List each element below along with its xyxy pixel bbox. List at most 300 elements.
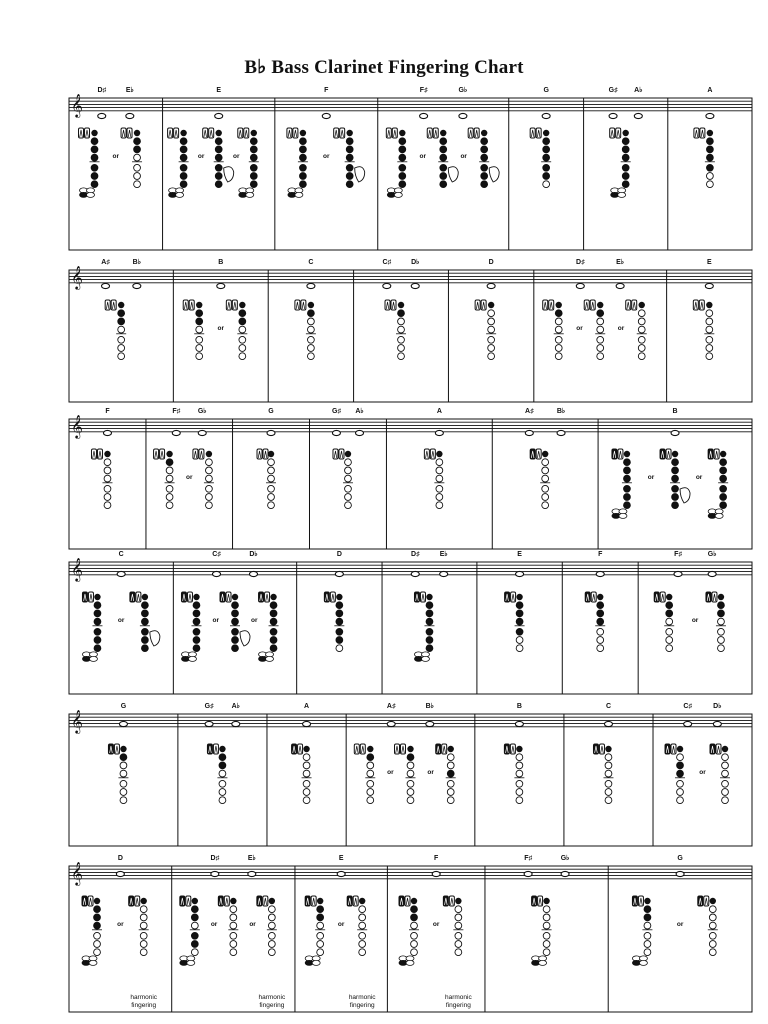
open-hole: [638, 318, 645, 325]
note-head: [616, 283, 624, 288]
low-key: [618, 192, 626, 197]
thumb-hole: [346, 130, 352, 136]
open-hole: [666, 637, 673, 644]
palm-key: [665, 744, 670, 754]
open-hole: [359, 949, 366, 956]
palm-key: [340, 128, 345, 138]
open-hole: [407, 780, 414, 787]
open-hole: [543, 941, 550, 948]
palm-keys: [585, 592, 596, 602]
thumb-hole: [118, 302, 124, 308]
thumb-hole: [91, 130, 97, 136]
open-hole: [516, 762, 523, 769]
open-hole: [542, 467, 549, 474]
palm-key: [708, 449, 713, 459]
palm-key: [154, 449, 159, 459]
or-label: or: [212, 617, 219, 624]
note-name: B♭: [425, 703, 434, 710]
fingering-diagram: [585, 592, 605, 652]
palm-keys: [324, 592, 335, 602]
palm-keys: [693, 300, 704, 310]
palm-keys: [207, 744, 218, 754]
closed-hole: [718, 610, 725, 617]
fingering-diagram: [665, 744, 685, 804]
open-hole: [303, 780, 310, 787]
thumb-hole: [239, 302, 245, 308]
closed-hole: [270, 610, 277, 617]
low-key: [87, 192, 95, 197]
open-hole: [436, 467, 443, 474]
open-hole: [543, 949, 550, 956]
open-hole: [118, 353, 125, 360]
palm-keys: [395, 744, 406, 754]
note-head: [676, 871, 684, 876]
closed-hole: [440, 146, 447, 153]
fingering-diagram: [130, 592, 160, 652]
thumb-hole: [543, 898, 549, 904]
open-hole: [307, 353, 314, 360]
open-hole: [196, 326, 203, 333]
closed-hole: [141, 628, 148, 635]
palm-key: [505, 592, 510, 602]
note-name: G♭: [458, 87, 468, 94]
closed-hole: [543, 164, 550, 171]
closed-hole: [706, 138, 713, 145]
fingering-diagram: [226, 300, 247, 360]
treble-clef-icon: 𝄞: [71, 414, 83, 438]
note-cell: [267, 703, 312, 846]
palm-keys: [593, 744, 604, 754]
thumb-hole: [180, 130, 186, 136]
or-label: or: [427, 769, 434, 776]
palm-key: [91, 449, 96, 459]
open-hole: [644, 932, 651, 939]
low-key: [266, 656, 274, 661]
fingering-diagram: [354, 744, 375, 804]
open-hole: [516, 797, 523, 804]
note-head: [133, 283, 141, 288]
low-key: [619, 513, 627, 518]
palm-key: [259, 592, 264, 602]
palm-key: [85, 128, 90, 138]
open-hole: [666, 618, 673, 625]
open-hole: [516, 754, 523, 761]
palm-key: [301, 300, 306, 310]
thumb-hole: [345, 451, 351, 457]
note-name: A♯: [525, 408, 534, 415]
thumb-hole: [644, 898, 650, 904]
open-hole: [455, 914, 462, 921]
closed-hole: [543, 138, 550, 145]
closed-hole: [672, 467, 679, 474]
note-head: [705, 283, 713, 288]
open-hole: [677, 797, 684, 804]
closed-hole: [94, 922, 101, 929]
open-hole: [488, 318, 495, 325]
open-hole: [706, 181, 713, 188]
open-hole: [336, 645, 343, 652]
fingering-diagram: [475, 300, 496, 360]
closed-hole: [411, 914, 418, 921]
note-name: E♭: [125, 87, 134, 94]
open-hole: [196, 336, 203, 343]
closed-hole: [677, 770, 684, 777]
low-key-cluster: [612, 509, 627, 519]
thumb-hole: [706, 302, 712, 308]
note-cell: [477, 551, 525, 694]
note-name: D♭: [713, 703, 722, 710]
closed-hole: [336, 618, 343, 625]
palm-key: [88, 896, 93, 906]
open-hole: [345, 485, 352, 492]
open-hole: [411, 949, 418, 956]
palm-key: [238, 128, 243, 138]
closed-hole: [307, 310, 314, 317]
open-hole: [597, 336, 604, 343]
closed-hole: [317, 906, 324, 913]
palm-keys: [424, 449, 435, 459]
closed-hole: [300, 173, 307, 180]
palm-key: [203, 128, 208, 138]
fingering-diagram: [129, 896, 149, 956]
palm-key: [584, 300, 589, 310]
open-hole: [407, 797, 414, 804]
closed-hole: [219, 762, 226, 769]
palm-keys: [220, 592, 231, 602]
open-hole: [307, 318, 314, 325]
fingering-diagram: [504, 744, 524, 804]
closed-hole: [91, 146, 98, 153]
open-hole: [436, 502, 443, 509]
palm-key: [510, 744, 515, 754]
palm-key: [430, 449, 435, 459]
closed-hole: [270, 637, 277, 644]
closed-hole: [94, 618, 101, 625]
fingering-diagram: [424, 449, 444, 509]
open-hole: [638, 326, 645, 333]
open-hole: [268, 467, 275, 474]
note-head: [172, 430, 180, 435]
thumb-hole: [718, 594, 724, 600]
closed-hole: [191, 941, 198, 948]
closed-hole: [193, 610, 200, 617]
closed-hole: [193, 628, 200, 635]
open-hole: [268, 459, 275, 466]
open-hole: [359, 941, 366, 948]
fingering-label: fingering: [131, 1002, 157, 1009]
note-cell: [668, 87, 715, 250]
closed-hole: [300, 181, 307, 188]
palm-keys: [105, 300, 116, 310]
closed-hole: [270, 618, 277, 625]
open-hole: [666, 645, 673, 652]
closed-hole: [644, 906, 651, 913]
note-name: G♭: [560, 855, 570, 862]
palm-keys: [612, 449, 623, 459]
note-name: C: [118, 551, 124, 558]
palm-keys: [660, 449, 671, 459]
palm-keys: [475, 300, 486, 310]
closed-hole: [250, 154, 257, 161]
palm-key: [334, 128, 339, 138]
open-hole: [196, 345, 203, 352]
palm-key: [226, 300, 231, 310]
closed-hole: [624, 467, 631, 474]
side-key: [150, 631, 160, 646]
closed-hole: [481, 138, 488, 145]
open-hole: [722, 789, 729, 796]
palm-key: [530, 449, 535, 459]
palm-key: [189, 300, 194, 310]
open-hole: [191, 949, 198, 956]
thumb-hole: [367, 746, 373, 752]
closed-hole: [239, 318, 246, 325]
closed-hole: [516, 628, 523, 635]
low-key-cluster: [532, 956, 547, 966]
note-head: [609, 113, 617, 118]
note-cell: [509, 87, 551, 250]
note-name: G♭: [197, 408, 207, 415]
closed-hole: [232, 602, 239, 609]
thumb-hole: [140, 898, 146, 904]
open-hole: [706, 318, 713, 325]
open-hole: [191, 922, 198, 929]
fingering-diagram: [427, 128, 458, 188]
thumb-hole: [516, 594, 522, 600]
note-name: A♯: [386, 703, 396, 710]
open-hole: [140, 941, 147, 948]
closed-hole: [624, 502, 631, 509]
open-hole: [166, 494, 173, 501]
note-name: D♯: [576, 259, 585, 266]
low-key: [89, 960, 97, 965]
thumb-hole: [440, 130, 446, 136]
palm-keys: [108, 744, 119, 754]
open-hole: [317, 949, 324, 956]
side-key: [489, 167, 499, 182]
note-name: B♭: [556, 408, 566, 415]
note-head: [411, 283, 419, 288]
open-hole: [398, 336, 405, 343]
open-hole: [555, 318, 562, 325]
note-head: [102, 283, 110, 288]
closed-hole: [597, 618, 604, 625]
side-key: [240, 631, 250, 646]
palm-key: [183, 300, 188, 310]
palm-keys: [436, 744, 447, 754]
palm-keys: [665, 744, 676, 754]
open-hole: [638, 336, 645, 343]
palm-keys: [706, 592, 717, 602]
note-head: [515, 721, 523, 726]
open-hole: [345, 502, 352, 509]
open-hole: [317, 922, 324, 929]
note-name: B♭: [132, 259, 142, 266]
open-hole: [706, 173, 713, 180]
fingering-diagram: [436, 744, 456, 804]
closed-hole: [180, 181, 187, 188]
open-hole: [359, 932, 366, 939]
note-head: [217, 283, 225, 288]
low-key-cluster: [305, 956, 320, 966]
palm-key: [135, 896, 140, 906]
note-head: [126, 113, 134, 118]
closed-hole: [120, 754, 127, 761]
open-hole: [104, 494, 111, 501]
palm-key: [193, 449, 198, 459]
thumb-hole: [707, 130, 713, 136]
open-hole: [447, 754, 454, 761]
chart-row-2: [0, 256, 768, 406]
palm-key: [449, 896, 454, 906]
fingering-diagram: [626, 300, 647, 360]
palm-key: [257, 449, 262, 459]
row-frame: [69, 270, 752, 402]
open-hole: [398, 353, 405, 360]
palm-key: [591, 592, 596, 602]
closed-hole: [300, 138, 307, 145]
closed-hole: [346, 173, 353, 180]
palm-key: [224, 896, 229, 906]
or-label: or: [210, 921, 218, 928]
thumb-hole: [720, 451, 726, 457]
palm-key: [530, 128, 535, 138]
closed-hole: [622, 138, 629, 145]
note-cell: [564, 703, 614, 846]
note-cell: [485, 854, 569, 1012]
closed-hole: [180, 154, 187, 161]
closed-hole: [426, 610, 433, 617]
palm-key: [395, 744, 400, 754]
palm-keys: [694, 128, 705, 138]
note-name: A: [436, 408, 442, 415]
note-name: A: [304, 703, 310, 710]
thumb-hole: [270, 594, 276, 600]
open-hole: [104, 467, 111, 474]
closed-hole: [166, 459, 173, 466]
closed-hole: [346, 164, 353, 171]
fingering-diagram: [91, 449, 112, 509]
fingering-diagram: [257, 896, 277, 956]
open-hole: [317, 932, 324, 939]
open-hole: [345, 467, 352, 474]
closed-hole: [516, 610, 523, 617]
low-key: [295, 192, 303, 197]
open-hole: [436, 485, 443, 492]
palm-key: [207, 744, 212, 754]
or-label: or: [432, 921, 440, 928]
note-head: [708, 571, 716, 576]
treble-clef-icon: 𝄞: [71, 265, 83, 289]
fingering-diagram: [468, 128, 499, 188]
closed-hole: [118, 310, 125, 317]
chart-row-3: [0, 405, 768, 553]
palm-key: [654, 592, 659, 602]
palm-keys: [130, 592, 141, 602]
thumb-hole: [94, 898, 100, 904]
thumb-hole: [398, 302, 404, 308]
closed-hole: [336, 602, 343, 609]
low-key-cluster: [399, 956, 414, 966]
palm-key: [353, 896, 358, 906]
palm-key: [401, 744, 406, 754]
palm-keys: [168, 128, 179, 138]
closed-hole: [644, 914, 651, 921]
open-hole: [706, 336, 713, 343]
thumb-hole: [359, 898, 365, 904]
low-key-cluster: [82, 956, 97, 966]
palm-keys: [626, 300, 637, 310]
palm-key: [706, 592, 711, 602]
open-hole: [367, 780, 374, 787]
palm-key: [427, 128, 432, 138]
closed-hole: [622, 181, 629, 188]
open-hole: [605, 789, 612, 796]
note-name: G: [120, 703, 127, 710]
palm-key: [660, 592, 665, 602]
closed-hole: [141, 610, 148, 617]
open-hole: [166, 502, 173, 509]
open-hole: [706, 326, 713, 333]
fingering-diagram: [347, 896, 367, 956]
fingering-diagram: [612, 449, 632, 518]
low-key-cluster: [387, 188, 402, 198]
fingering-diagram: [530, 449, 550, 509]
open-hole: [94, 941, 101, 948]
note-name: D: [336, 551, 342, 558]
or-label: or: [249, 921, 256, 928]
note-head: [205, 721, 213, 726]
open-hole: [543, 914, 550, 921]
open-hole: [488, 336, 495, 343]
note-cell: [297, 551, 345, 694]
open-hole: [706, 345, 713, 352]
closed-hole: [411, 906, 418, 913]
note-name: F♯: [419, 87, 428, 94]
closed-hole: [232, 610, 239, 617]
palm-key: [712, 592, 717, 602]
thumb-hole: [166, 451, 172, 457]
closed-hole: [624, 485, 631, 492]
closed-hole: [718, 602, 725, 609]
open-hole: [542, 475, 549, 482]
closed-hole: [193, 645, 200, 652]
note-name: C♯: [212, 551, 221, 558]
closed-hole: [91, 173, 98, 180]
palm-keys: [287, 128, 298, 138]
palm-key: [263, 449, 268, 459]
note-name: E♭: [439, 551, 448, 558]
palm-key: [160, 449, 165, 459]
palm-key: [391, 300, 396, 310]
side-key: [355, 167, 365, 182]
note-head: [420, 113, 428, 118]
closed-hole: [336, 637, 343, 644]
note-name: F♯: [172, 408, 181, 415]
closed-hole: [91, 181, 98, 188]
open-hole: [722, 797, 729, 804]
or-label: or: [232, 153, 240, 160]
open-hole: [407, 770, 414, 777]
open-hole: [488, 345, 495, 352]
note-head: [525, 430, 533, 435]
note-name: F♯: [674, 551, 682, 558]
open-hole: [104, 475, 111, 482]
open-hole: [543, 906, 550, 913]
treble-clef-icon: 𝄞: [71, 557, 83, 581]
palm-key: [226, 592, 231, 602]
fingering-diagram: [654, 592, 674, 652]
